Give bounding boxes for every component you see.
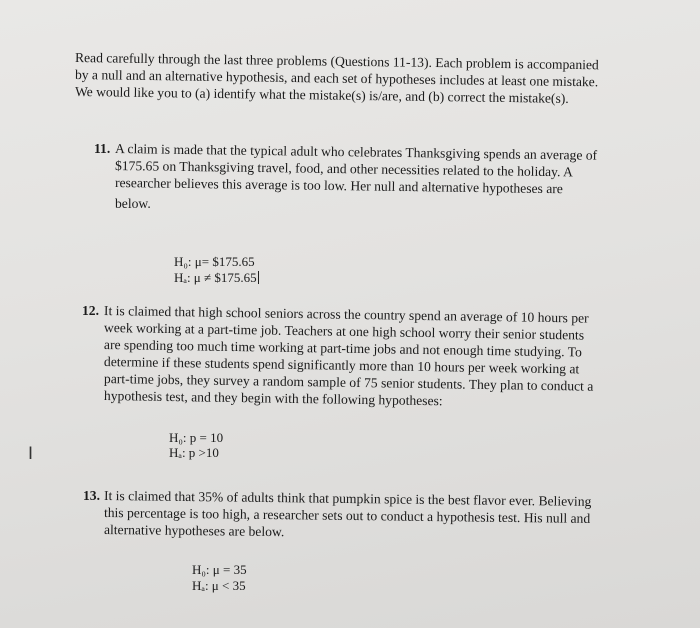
q12-line-5: part-time jobs, they survey a random sample of 75 senior students. They plan to conduct a bbox=[103, 371, 594, 394]
q12-number: 12. bbox=[82, 303, 99, 318]
q12-line-4: determine if these students spend significantly more than 10 hours per week working at bbox=[103, 354, 580, 377]
text-cursor-icon: I bbox=[28, 444, 34, 464]
q12-line-3: are spending too much time working at part-time jobs and not enough time studying. To bbox=[103, 337, 582, 360]
q13-line-1: It is claimed that 35% of adults think that pumpkin spice is the best flavor ever. Believing bbox=[103, 488, 592, 509]
q13-alt-hypothesis: Hₐ: μ < 35 bbox=[192, 578, 246, 593]
q12-line-1: It is claimed that high school seniors across the country spend an average of 10 hours per bbox=[103, 303, 589, 326]
intro-line-2: by a null and an alternative hypothesis, and each set of hypotheses includes at least one mistake. bbox=[74, 67, 599, 90]
q11-line-1: A claim is made that the typical adult who celebrates Thanksgiving spends an average of bbox=[114, 141, 598, 163]
q11-alt-text: Hₐ: μ ≠ $175.65 bbox=[174, 270, 257, 285]
q12-null-hypothesis: H₀: p = 10 bbox=[169, 430, 224, 445]
intro-line-3: We would like you to (a) identify what the mistake(s) is/are, and (b) correct the mistake(s). bbox=[74, 84, 569, 106]
q11-null-hypothesis: H₀: μ= $175.65 bbox=[174, 254, 255, 269]
intro-line-1: Read carefully through the last three problems (Questions 11-13). Each problem is accompanied bbox=[74, 50, 599, 73]
q11-line-3: researcher believes this average is too low. Her null and alternative hypotheses are bbox=[114, 175, 563, 197]
q13-number: 13. bbox=[83, 488, 100, 503]
q11-alt-hypothesis[interactable] bbox=[174, 270, 259, 286]
q12-alt-hypothesis: Hₐ: p >10 bbox=[169, 445, 219, 460]
q11-line-4: below. bbox=[115, 196, 151, 211]
q13-line-2: this percentage is too high, a researcher sets out to conduct a hypothesis test. His null and bbox=[103, 505, 591, 526]
q12-line-6: hypothesis test, and they begin with the following hypotheses: bbox=[103, 388, 443, 409]
q11-line-2: $175.65 on Thanksgiving travel, food, and other necessities related to the holiday. A bbox=[114, 158, 574, 180]
q13-line-3: alternative hypotheses are below. bbox=[103, 522, 285, 540]
q13-null-hypothesis: H₀: μ = 35 bbox=[192, 562, 247, 577]
q11-number: 11. bbox=[94, 141, 111, 156]
q12-line-2: week working at a part-time job. Teachers at one high school worry their senior students bbox=[103, 320, 585, 343]
text-caret bbox=[258, 271, 259, 284]
